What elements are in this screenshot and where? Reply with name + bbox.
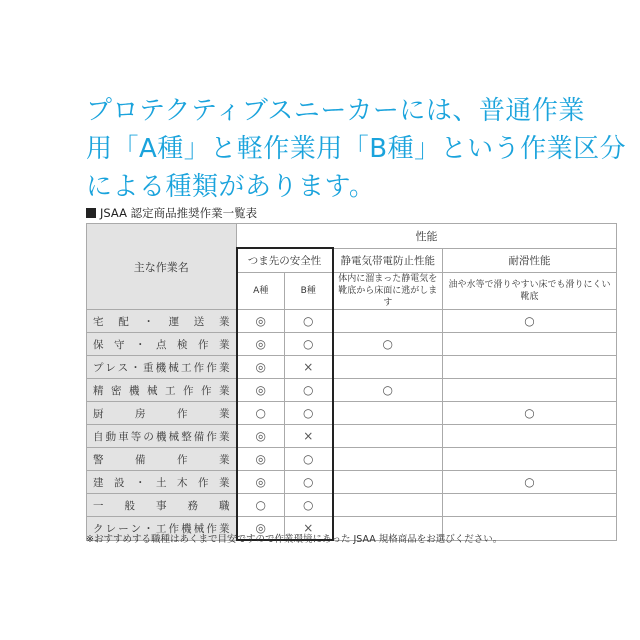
type-a-mark: ◎: [237, 425, 285, 448]
type-a-mark: ◎: [237, 379, 285, 402]
antistatic-mark: ○: [333, 379, 443, 402]
type-a-mark: ○: [237, 402, 285, 425]
table-row: [87, 471, 617, 494]
antistatic-mark: [333, 310, 443, 333]
type-a-mark: ◎: [237, 310, 285, 333]
column-header-job: 主な作業名: [87, 224, 237, 310]
job-name-cell: [87, 471, 237, 494]
headline-line-3: による種類があります。: [86, 172, 376, 202]
type-a-mark: ◎: [237, 471, 285, 494]
slip-resistance-mark: [443, 333, 617, 356]
job-name-cell: [87, 494, 237, 517]
job-name: 保守・点検作業: [93, 338, 230, 351]
table-row: [87, 494, 617, 517]
antistatic-mark: ○: [333, 333, 443, 356]
slip-resistance-mark: ○: [443, 402, 617, 425]
column-header-antistatic: 静電気帯電防止性能: [333, 248, 443, 273]
type-b-mark: ○: [285, 333, 333, 356]
type-a-mark: ○: [237, 494, 285, 517]
type-b-mark: ○: [285, 310, 333, 333]
table-row: [87, 448, 617, 471]
table-row: [87, 402, 617, 425]
type-b-mark: ○: [285, 471, 333, 494]
table-caption: [86, 205, 257, 221]
type-a-mark: ◎: [237, 356, 285, 379]
slip-resistance-description: 油や水等で滑りやすい床でも滑りにくい靴底: [443, 273, 617, 310]
slip-resistance-mark: ○: [443, 310, 617, 333]
type-b-mark: ○: [285, 379, 333, 402]
recommended-work-table: [86, 223, 617, 541]
column-header-type-b: B種: [285, 273, 333, 310]
table-row: [87, 425, 617, 448]
headline: [86, 92, 627, 206]
job-name-cell: [87, 425, 237, 448]
table-row: [87, 356, 617, 379]
antistatic-description: 体内に溜まった静電気を靴底から床面に逃がします: [333, 273, 443, 310]
job-name: 一般事務職: [93, 499, 230, 512]
footnote: ※おすすめする職種はあくまで目安ですので作業環境にあった JSAA 規格商品をお選びください。: [86, 534, 503, 545]
slip-resistance-mark: [443, 379, 617, 402]
table-row: [87, 333, 617, 356]
type-b-mark: ○: [285, 494, 333, 517]
antistatic-mark: [333, 494, 443, 517]
type-b-mark: ○: [285, 402, 333, 425]
type-b-mark: ×: [285, 356, 333, 379]
job-name: 自動車等の機械整備作業: [93, 430, 230, 443]
job-name-cell: [87, 402, 237, 425]
job-name-cell: [87, 333, 237, 356]
type-a-mark: ◎: [237, 517, 285, 541]
type-b-mark: ○: [285, 448, 333, 471]
table-row: [87, 310, 617, 333]
type-b-mark: ×: [285, 517, 333, 541]
job-name: プレス・重機械工作作業: [93, 361, 230, 374]
job-name-cell: [87, 356, 237, 379]
headline-line-2: 用「A種」と軽作業用「B種」という作業区分: [86, 134, 627, 164]
slip-resistance-mark: [443, 425, 617, 448]
job-name: クレーン・工作機械作業: [93, 522, 230, 535]
antistatic-mark: [333, 356, 443, 379]
job-name-cell: [87, 448, 237, 471]
slip-resistance-mark: [443, 356, 617, 379]
slip-resistance-mark: ○: [443, 471, 617, 494]
job-name-cell: [87, 310, 237, 333]
antistatic-mark: [333, 471, 443, 494]
column-header-slip-resistance: 耐滑性能: [443, 248, 617, 273]
square-bullet-icon: [86, 208, 96, 218]
job-name: 建設・土木作業: [93, 476, 230, 489]
job-name: 精密機械工作作業: [93, 384, 230, 397]
type-b-mark: ×: [285, 425, 333, 448]
antistatic-mark: [333, 448, 443, 471]
slip-resistance-mark: [443, 494, 617, 517]
column-header-type-a: A種: [237, 273, 285, 310]
job-name: 警備作業: [93, 453, 230, 466]
job-name: 厨房作業: [93, 407, 230, 420]
column-header-performance: 性能: [237, 224, 617, 249]
column-header-toe-safety: つま先の安全性: [237, 248, 333, 273]
antistatic-mark: [333, 402, 443, 425]
job-name: 宅配・運送業: [93, 315, 230, 328]
type-a-mark: ◎: [237, 333, 285, 356]
slip-resistance-mark: [443, 448, 617, 471]
table-caption-text: JSAA 認定商品推奨作業一覧表: [100, 206, 258, 220]
table-row: [87, 379, 617, 402]
type-a-mark: ◎: [237, 448, 285, 471]
headline-line-1: プロテクティブスニーカーには、普通作業: [86, 96, 585, 126]
antistatic-mark: [333, 425, 443, 448]
job-name-cell: [87, 379, 237, 402]
